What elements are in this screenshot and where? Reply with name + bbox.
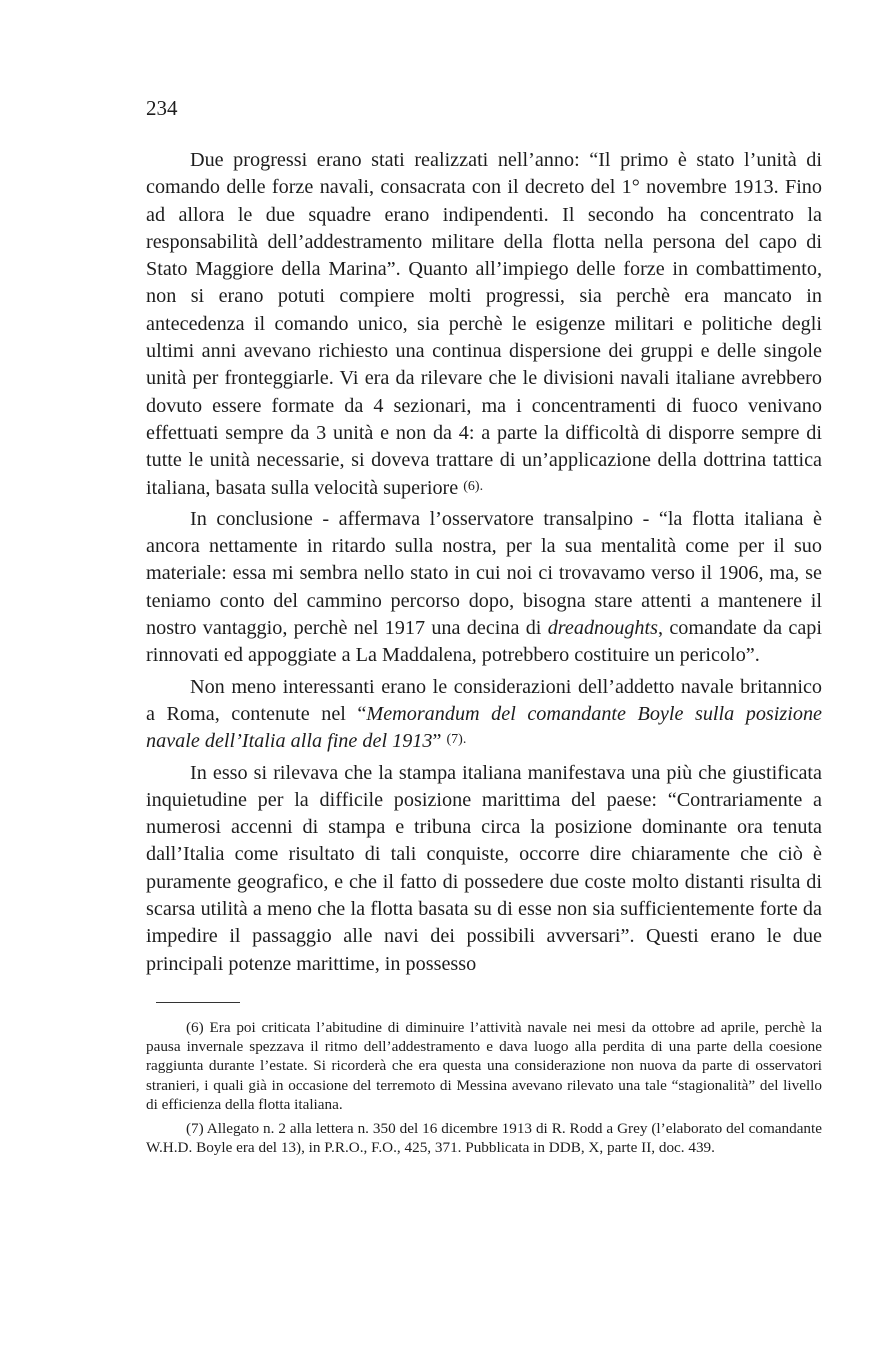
paragraph-2-text-pre: In conclusione - affermava l’osservatore transalpino - “la flotta italiana è ancora nettamente in ritardo sulla nostra, per la sua mentalità come per il suo materiale: essa mi sembra nello stato in cui noi ci trovavamo verso il 1906, ma, se teniamo conto del cammino percorso dopo, bisogna stare attenti a mantenere il nostro vantaggio, perchè nel 1917 una decina di	[146, 507, 822, 640]
paragraph-3-text-pre: Non meno interessanti erano le considerazioni dell’addetto navale britannico a Roma, contenute nel “	[146, 675, 822, 725]
paragraph-1	[146, 147, 822, 502]
footnote-separator	[156, 1002, 240, 1003]
paragraph-3-text-post: ”	[432, 730, 442, 753]
paragraph-2-italic: dreadnoughts	[547, 617, 658, 640]
footnote-6: (6) Era poi criticata l’abitudine di diminuire l’attività navale nei mesi da ottobre ad aprile, perchè la pausa invernale spezzava il ritmo dell’addestramento e dava luogo alla perdita di una parte della coesione raggiunta durante l’estate. Si ricorderà che era questa una considerazione non nuova da parte di osservatori stranieri, i quali già in occasione del terremoto di Messina avevano rilevato una tale “stagionalità” del livello di efficienza della flotta italiana.	[146, 1019, 822, 1113]
paragraph-2-text-post: , comandate da capi rinnovati ed appoggiate a La Maddalena, potrebbero costituire un pericolo”.	[146, 617, 822, 667]
body-text	[146, 147, 822, 978]
paragraph-4-text: In esso si rilevava che la stampa italiana manifestava una più che giustificata inquietudine per la difficile posizione marittima del paese: “Contrariamente a numerosi accenni di stampa e tribuna circa la posizione dominante ora tenuta dall’Italia come risultato di tali conquiste, occorre dire chiaramente che ciò è puramente geografico, e che il fatto di possedere due coste molto distanti risulta di scarsa utilità a meno che la flotta basata su di esse non sia sufficientemente forte da impedire il passaggio alle navi dei possibili avversari”. Questi erano le due principali potenze marittime, in possesso	[146, 761, 822, 975]
paragraph-3	[146, 674, 822, 756]
footnote-7: (7) Allegato n. 2 alla lettera n. 350 del 16 dicembre 1913 di R. Rodd a Grey (l’elaborato del comandante W.H.D. Boyle era del 13), in P.R.O., F.O., 425, 371. Pubblicata in DDB, X, parte II, doc. 439.	[146, 1120, 822, 1157]
footnotes	[146, 1018, 822, 1157]
footnote-ref-7: (7).	[446, 732, 467, 748]
page-number: 234	[146, 96, 178, 120]
paragraph-2	[146, 506, 822, 670]
paragraph-3-italic: Memorandum del comandante Boyle sulla posizione navale dell’Italia alla fine del 1913	[146, 702, 822, 753]
paragraph-4	[146, 760, 822, 978]
footnote-ref-6: (6).	[463, 478, 484, 494]
paragraph-1-text: Due progressi erano stati realizzati nell’anno: “Il primo è stato l’unità di comando delle forze navali, consacrata con il decreto del 1° novembre 1913. Fino ad allora le due squadre erano indipendenti. Il secondo ha concentrato la responsabilità dell’addestramento militare della flotta nella persona del capo di Stato Maggiore della Marina”. Quanto all’impiego delle forze in combattimento, non si erano potuti compiere molti progressi, sia perchè era mancato in antecedenza il comando unico, sia perchè le esigenze militari e politiche degli ultimi anni avevano richiesto una continua dispersione dei gruppi e delle singole unità per fronteggiarle. Vi era da rilevare che le divisioni navali italiane avrebbero dovuto essere formate da 4 sezionari, ma i concentramenti di fuoco venivano effettuati sempre da 3 unità e non da 4: a parte la difficoltà di disporre sempre di tutte le unità necessarie, si doveva trattare di un’applicazione della dottrina tattica italiana, basata sulla velocità superiore	[146, 149, 822, 499]
